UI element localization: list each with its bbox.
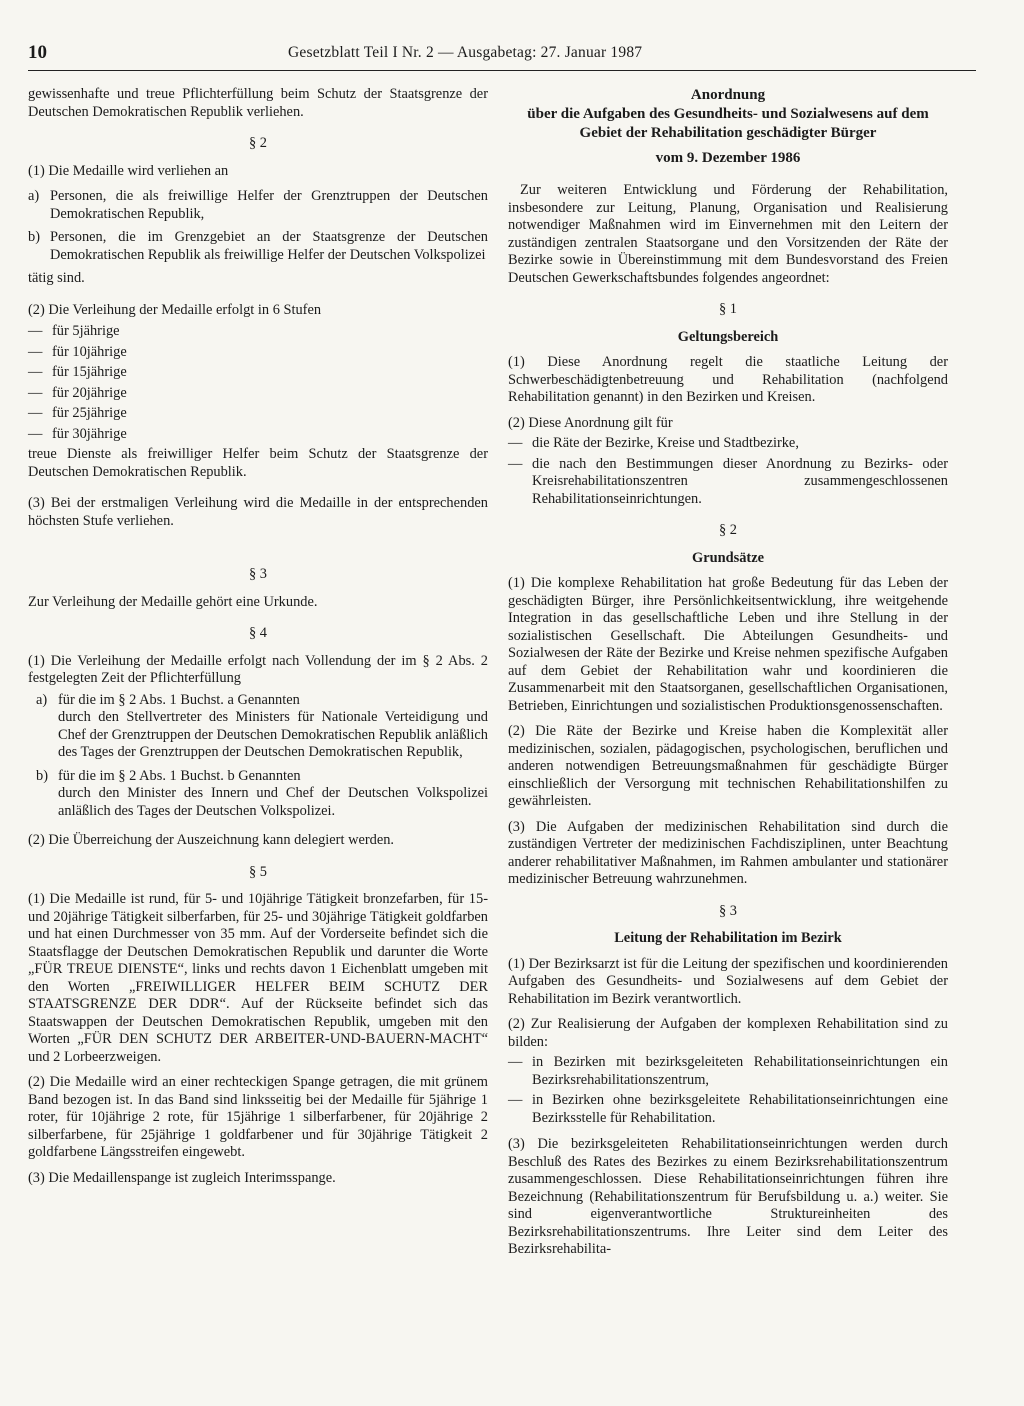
section-3-heading: § 3 <box>249 566 267 582</box>
page-number: 10 <box>28 42 47 63</box>
item-line: für die im § 2 Abs. 1 Buchst. a Genannten <box>58 691 300 708</box>
r-s1-paragraph-1: (1) Diese Anordnung regelt die staatliche Leitung der Schwerbeschädigtenbetreuung und Rehabilitation (nachfolgend Rehabilitation genannt) in den Bezirken und Kreisen. <box>508 354 948 405</box>
r-s3-dash-item <box>508 1054 948 1089</box>
r-s2-paragraph-1: (1) Die komplexe Rehabilitation hat große Bedeutung für das Leben der geschädigten Bürger, ihre Persönlichkeitsentwicklung, ihre weitgehende Integration in das gesellschaftliche Leben und ihre Stellung in der sozialistischen Gesellschaft. Die Abteilungen Gesundheits- und Sozialwesen der Räte der Bezirke und Kreise nehmen spezifische Aufgaben auf dem Gebiet der Rehabilitation wahr und koordinieren die Zusammenarbeit mit den Staatsorganen, gesellschaftlichen Organisationen, Betrieben, Einrichtungen und sozialistischen Produktionsgenossenschaften. <box>508 575 948 714</box>
r-section-3-heading: § 3 <box>719 902 737 919</box>
r-s3-paragraph-2: (2) Zur Realisierung der Aufgaben der komplexen Rehabilitation sind zu bilden: <box>508 1016 948 1050</box>
r-s3-dash-item <box>508 1092 948 1127</box>
s4-item-b <box>36 768 488 821</box>
section-5-heading: § 5 <box>249 863 267 880</box>
s5-paragraph-2: (2) Die Medaille wird an einer rechteckigen Spange getragen, die mit grünem Band bezogen ist. In das Band sind linksseitig bei der Medaille für 5jährige 1 roter, für 10jährige 2 rote, für 15jährige 1 silberfarbener, für 20jährige 2 silberfarbene, für 25jährige 1 goldfarbener und für 30jährige Tätigkeit 2 goldfarbene Längsstreifen eingewebt. <box>28 1074 488 1160</box>
r-s3-paragraph-3: (3) Die bezirksgeleiteten Rehabilitationseinrichtungen werden durch Beschluß des Rates des Bezirkes zu einem Bezirksrehabilitationszentrum zusammengeschlossen. Diese Rehabilitationseinrichtungen führen ihre Bezeichnung (Rehabilitationszentrum für Berufsbildung u. a.) weiter. Sie sind eigenverantwortliche Struktureinheiten des Bezirksrehabilitationszentrums. Ihre Leiter sind dem Leiter des Bezirksrehabilita- <box>508 1136 948 1257</box>
r-s1-dash-item <box>508 456 948 509</box>
r-section-3-title: Leitung der Rehabilitation im Bezirk <box>614 930 842 946</box>
dash-mark: — <box>508 1092 523 1108</box>
dash-mark: — <box>28 425 43 442</box>
stufe-item <box>28 323 488 341</box>
r-s1-dash-item <box>508 435 948 453</box>
continued-paragraph: gewissenhafte und treue Pflichterfüllung beim Schutz der Staatsgrenze der Deutschen Demokratischen Republik verliehen. <box>28 86 488 120</box>
ordinance-title: Anordnung <box>690 87 766 103</box>
item-label: b) <box>36 767 48 784</box>
s4-paragraph-2: (2) Die Überreichung der Auszeichnung kann delegiert werden. <box>28 832 395 848</box>
item-label: b) <box>28 229 40 245</box>
left-column <box>28 86 488 1195</box>
dash-mark: — <box>28 364 43 380</box>
stufe-text: für 20jährige <box>52 384 127 401</box>
s2-item-a <box>28 188 488 223</box>
stufe-text: für 15jährige <box>52 364 127 380</box>
s2-treue-dienste: treue Dienste als freiwilliger Helfer beim Schutz der Staatsgrenze der Deutschen Demokratischen Republik. <box>28 446 488 480</box>
stufe-item <box>28 344 488 362</box>
ordinance-intro: Zur weiteren Entwicklung und Förderung der Rehabilitation, insbesondere zur Leitung, Planung, Organisation und Realisierung notwendiger Maßnahmen wird im Einvernehmen mit den Leitern der zuständigen zentralen Staatsorgane und den Vorsitzenden der Räte der Bezirke sowie in Übereinstimmung mit dem Bundesvorstand des Freien Deutschen Gewerkschaftsbundes folgendes angeordnet: <box>508 182 948 286</box>
r-s2-paragraph-3: (3) Die Aufgaben der medizinischen Rehabilitation sind durch die zuständigen Vertreter der medizinischen Fachdisziplinen, unter Beachtung anderer rehabilitativer Maßnahmen, im Rahmen ambulanter und stationärer medizinischer Betreuung wahrzunehmen. <box>508 818 948 887</box>
s2-item-b <box>28 229 488 264</box>
dash-mark: — <box>28 343 43 360</box>
r-section-1-title: Geltungsbereich <box>677 328 779 345</box>
gazette-title: Gesetzblatt Teil I Nr. 2 — Ausgabetag: 27. Januar 1987 <box>288 44 643 61</box>
right-column <box>508 86 948 1267</box>
dash-mark: — <box>28 405 43 421</box>
s5-paragraph-3: (3) Die Medaillenspange ist zugleich Interimsspange. <box>28 1169 336 1186</box>
s5-paragraph-1: (1) Die Medaille ist rund, für 5- und 10jährige Tätigkeit bronzefarben, für 15- und 20jährige Tätigkeit silberfarben, für 25- und 30jährige Tätigkeit goldfarben und hat einen Durchmesser von 35 mm. Auf der Vorderseite befindet sich die Staatsflagge der Deutschen Demokratischen Republik und darunter die Worte „FÜR TREUE DIENSTE“, links und rechts davon 1 Eichenblatt umgeben mit den Worten „FREIWILLIGER HELFER BEIM SCHUTZ DER STAATSGRENZE DER DDR“. Auf der Rückseite befindet sich das Staatswappen der Deutschen Demokratischen Republik, umgeben mit den Worten „FÜR DEN SCHUTZ DER ARBEITER-UND-BAUERN-MACHT“ und 2 Lorbeerzweigen. <box>28 891 488 1065</box>
r-s2-paragraph-2: (2) Die Räte der Bezirke und Kreise haben die Komplexität aller medizinischen, sozialen, pädagogischen, psychologischen, beruflichen und anderen notwendigen Betreuungsmaßnahmen für geschädigte Bürger einschließlich der Versorgung mit technischen Rehabilitationshilfen zu gewährleisten. <box>508 723 948 809</box>
dash-mark: — <box>28 323 43 339</box>
item-text: Personen, die als freiwillige Helfer der Grenztruppen der Deutschen Demokratischen Republik, <box>50 188 488 222</box>
page-header <box>28 40 976 71</box>
stufe-item <box>28 426 488 444</box>
section-2-heading: § 2 <box>249 135 267 151</box>
dash-mark: — <box>508 455 523 472</box>
item-label: a) <box>28 188 40 204</box>
dash-text: die nach den Bestimmungen dieser Anordnung zu Bezirks- oder Kreisrehabilitationszentren zusammengeschlossenen Rehabilitationseinrichtungen. <box>532 455 948 507</box>
s2-paragraph-1: (1) Die Medaille wird verliehen an <box>28 162 229 179</box>
ordinance-subtitle: über die Aufgaben des Gesundheits- und Sozialwesens auf dem Gebiet der Rehabilitation geschädigter Bürger <box>527 106 929 141</box>
item-line: für die im § 2 Abs. 1 Buchst. b Genannten <box>58 767 301 784</box>
stufe-text: für 30jährige <box>52 425 127 442</box>
ordinance-date: vom 9. Dezember 1986 <box>655 150 801 166</box>
r-s1-paragraph-2: (2) Diese Anordnung gilt für <box>508 414 673 431</box>
item-label: a) <box>36 691 48 708</box>
s2-paragraph-2: (2) Die Verleihung der Medaille erfolgt in 6 Stufen <box>28 301 322 318</box>
item-text: durch den Minister des Innern und Chef der Deutschen Volkspolizei anläßlich des Tages der Deutschen Volkspolizei. <box>58 785 488 819</box>
item-text: durch den Stellvertreter des Ministers für Nationale Verteidigung und Chef der Grenztruppen der Deutschen Demokratischen Republik anläßlich des Tages der Grenztruppen der Deutschen Demokratischen Republik, <box>58 709 488 760</box>
dash-text: in Bezirken mit bezirksgeleiteten Rehabilitationseinrichtungen ein Bezirksrehabilitationszentrum, <box>532 1054 948 1088</box>
stufe-text: für 10jährige <box>52 343 127 360</box>
dash-mark: — <box>28 384 43 401</box>
stufe-item <box>28 405 488 423</box>
s2-taetig: tätig sind. <box>28 270 85 286</box>
stufe-text: für 5jährige <box>52 323 120 339</box>
s4-item-a <box>36 692 488 762</box>
stufe-item <box>28 385 488 403</box>
r-section-1-heading: § 1 <box>719 301 737 317</box>
stufe-item <box>28 364 488 382</box>
section-4-heading: § 4 <box>249 625 267 641</box>
stufe-text: für 25jährige <box>52 405 127 421</box>
s4-paragraph-1: (1) Die Verleihung der Medaille erfolgt nach Vollendung der im § 2 Abs. 2 festgelegten Zeit der Pflichterfüllung <box>28 652 488 686</box>
r-section-2-heading: § 2 <box>719 522 737 538</box>
dash-mark: — <box>508 435 523 451</box>
s2-paragraph-3: (3) Bei der erstmaligen Verleihung wird die Medaille in der entsprechenden höchsten Stufe verliehen. <box>28 495 488 529</box>
dash-text: die Räte der Bezirke, Kreise und Stadtbezirke, <box>532 435 799 451</box>
item-text: Personen, die im Grenzgebiet an der Staatsgrenze der Deutschen Demokratischen Republik als freiwillige Helfer der Deutschen Volkspolizei <box>50 229 488 263</box>
dash-text: in Bezirken ohne bezirksgeleitete Rehabilitationseinrichtungen eine Bezirksstelle für Rehabilitation. <box>532 1092 948 1126</box>
r-section-2-title: Grundsätze <box>692 549 764 566</box>
dash-mark: — <box>508 1054 523 1070</box>
s3-text: Zur Verleihung der Medaille gehört eine Urkunde. <box>28 593 318 610</box>
r-s3-paragraph-1: (1) Der Bezirksarzt ist für die Leitung der spezifischen und koordinierenden Aufgaben des Gesundheits- und Sozialwesens auf dem Gebiet der Rehabilitation im Bezirk verantwortlich. <box>508 955 948 1007</box>
